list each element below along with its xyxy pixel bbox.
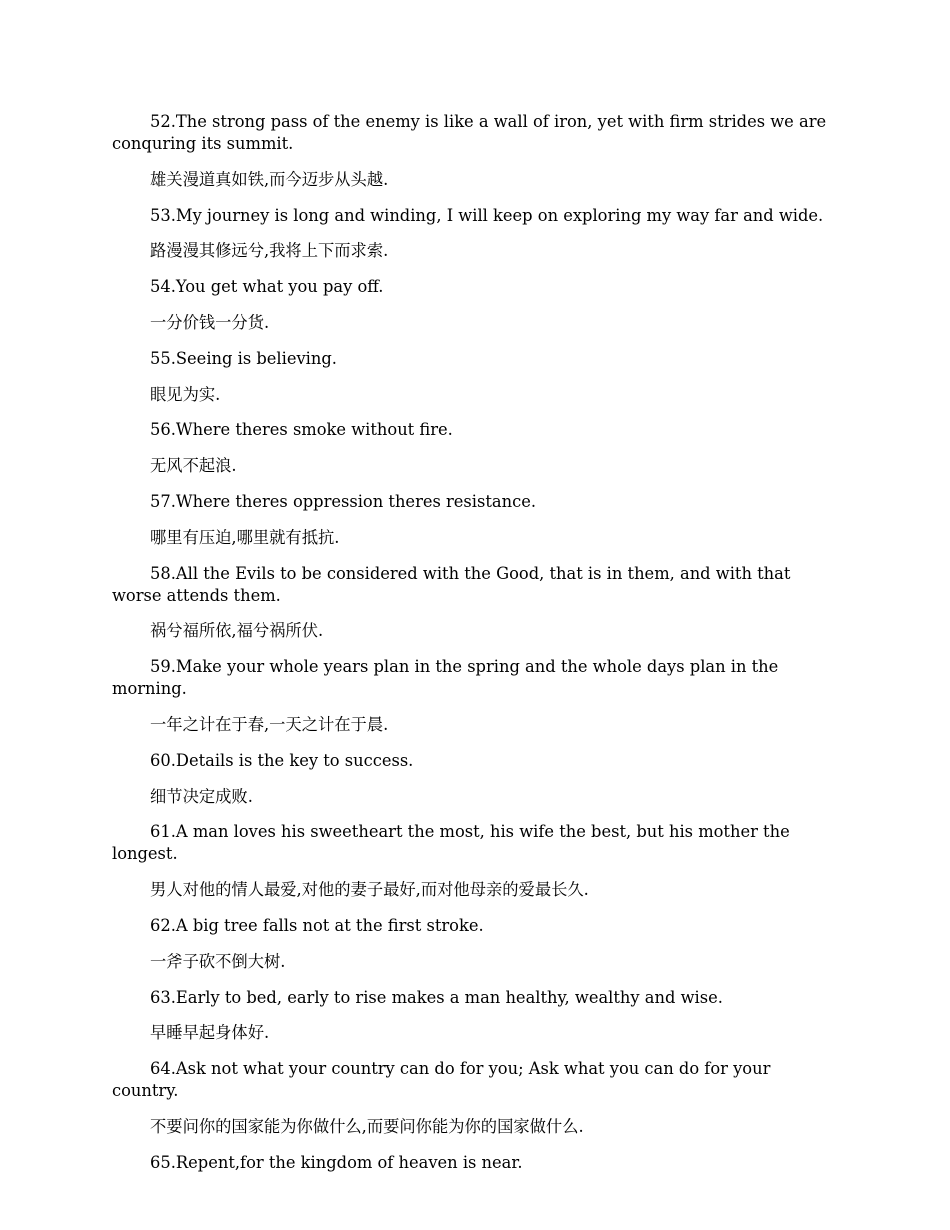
paragraph-57-en: 57.Where theres oppression theres resistance. [150, 491, 537, 511]
paragraph-55-zh: 眼见为实. [150, 384, 221, 404]
paragraph-55-en: 55.Seeing is believing. [150, 348, 337, 368]
paragraph-62-en: 62.A big tree falls not at the first stroke. [150, 915, 484, 935]
paragraph-54-zh: 一分价钱一分货. [150, 312, 270, 332]
paragraph-65-en: 65.Repent,for the kingdom of heaven is near. [150, 1152, 523, 1172]
document-page [112, 111, 830, 1188]
paragraph-53-zh: 路漫漫其修远兮,我将上下而求索. [150, 241, 389, 261]
paragraph-60-en: 60.Details is the key to success. [150, 750, 414, 770]
paragraph-61-zh: 男人对他的情人最爱,对他的妻子最好,而对他母亲的爱最长久. [150, 880, 589, 900]
paragraph-64-en: 64.Ask not what your country can do for you; Ask what you can do for your country. [112, 1059, 771, 1101]
paragraph-63-en: 63.Early to bed, early to rise makes a man healthy, wealthy and wise. [150, 987, 723, 1007]
paragraph-59-en: 59.Make your whole years plan in the spring and the whole days plan in the morning. [112, 657, 779, 699]
paragraph-56-en: 56.Where theres smoke without fire. [150, 420, 453, 440]
paragraph-54-en: 54.You get what you pay off. [150, 277, 384, 297]
paragraph-61-en: 61.A man loves his sweetheart the most, his wife the best, but his mother the longest. [112, 822, 790, 864]
paragraph-56-zh: 无风不起浪. [150, 456, 237, 476]
paragraph-62-zh: 一斧子砍不倒大树. [150, 951, 286, 971]
paragraph-57-zh: 哪里有压迫,哪里就有抵抗. [150, 527, 340, 547]
paragraph-58-zh: 祸兮福所依,福兮祸所伏. [150, 621, 324, 641]
paragraph-63-zh: 早睡早起身体好. [150, 1023, 270, 1043]
paragraph-60-zh: 细节决定成败. [150, 786, 253, 806]
paragraph-64-zh: 不要问你的国家能为你做什么,而要问你能为你的国家做什么. [150, 1116, 584, 1136]
paragraph-52-zh: 雄关漫道真如铁,而今迈步从头越. [150, 169, 389, 189]
paragraph-58-en: 58.All the Evils to be considered with the Good, that is in them, and with that worse attends them. [112, 563, 791, 605]
paragraph-53-en: 53.My journey is long and winding, I will keep on exploring my way far and wide. [150, 205, 824, 225]
paragraph-59-zh: 一年之计在于春,一天之计在于晨. [150, 714, 389, 734]
paragraph-52-en: 52.The strong pass of the enemy is like a wall of iron, yet with firm strides we are conquring its summit. [112, 112, 827, 153]
